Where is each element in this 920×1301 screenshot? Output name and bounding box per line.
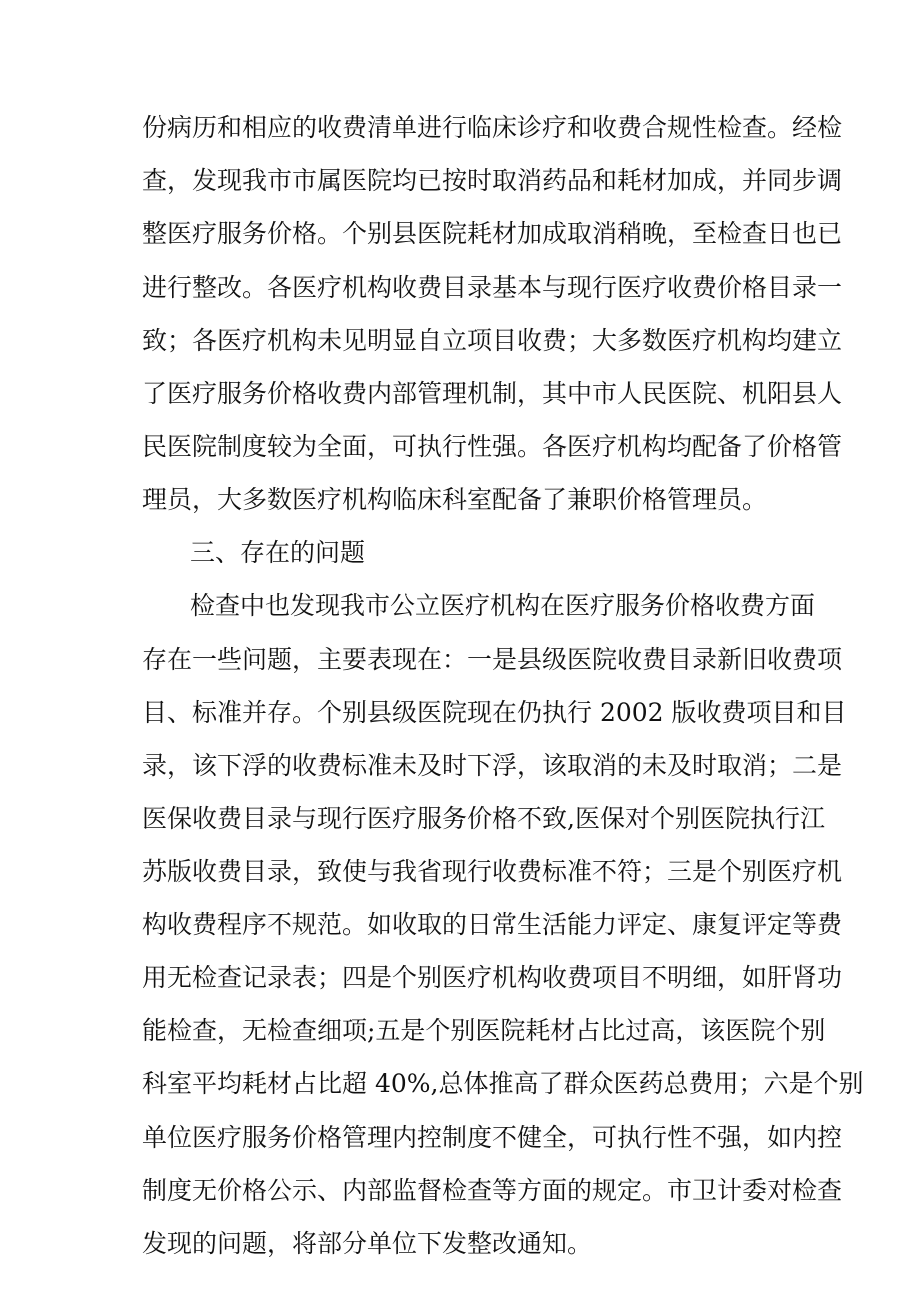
text-line: 医保收费目录与现行医疗服务价格不致,医保对个别医院执行江 (142, 804, 825, 833)
text-line: 录，该下浮的收费标准未及时下浮，该取消的未及时取消；二是 (142, 751, 843, 780)
text-line: 发现的问题，将部分单位下发整改通知。 (142, 1229, 593, 1258)
text-line: 科室平均耗材占比超 40%,总体推高了群众医药总费用；六是个别 (142, 1069, 864, 1098)
text-line: 能检查，无检查细项;五是个别医院耗材占比过高，该医院个别 (142, 1016, 826, 1045)
text-line: 份病历和相应的收费清单进行临床诊疗和收费合规性检查。经检 (142, 113, 843, 142)
text-line: 查，发现我市市属医院均已按时取消药品和耗材加成，并同步调 (142, 166, 843, 195)
text-line: 检查中也发现我市公立医疗机构在医疗服务价格收费方面 (190, 591, 816, 620)
text-line: 制度无价格公示、内部监督检查等方面的规定。市卫计委对检查 (142, 1176, 843, 1205)
text-line: 致；各医疗机构未见明显自立项目收费；大多数医疗机构均建立 (142, 326, 843, 355)
text-line: 整医疗服务价格。个别县医院耗材加成取消稍晚，至检查日也已 (142, 219, 843, 248)
text-line: 了医疗服务价格收费内部管理机制，其中市人民医院、机阳县人 (142, 379, 843, 408)
text-line: 进行整改。各医疗机构收费目录基本与现行医疗收费价格目录一 (142, 273, 843, 302)
text-line: 用无检查记录表；四是个别医疗机构收费项目不明细，如肝肾功 (142, 963, 843, 992)
text-line: 构收费程序不规范。如收取的日常生活能力评定、康复评定等费 (142, 910, 843, 939)
text-line: 民医院制度较为全面，可执行性强。各医疗机构均配备了价格管 (142, 432, 843, 461)
text-line: 理员，大多数医疗机构临床科室配备了兼职价格管理员。 (142, 485, 768, 514)
text-line: 存在一些问题，主要表现在：一是县级医院收费目录新旧收费项 (142, 645, 843, 674)
section-heading: 三、存在的问题 (190, 538, 366, 567)
text-line: 苏版收费目录，致使与我省现行收费标准不符；三是个别医疗机 (142, 857, 843, 886)
text-line: 目、标准并存。个别县级医院现在仍执行 2002 版收费项目和目 (142, 698, 847, 727)
text-line: 单位医疗服务价格管理内控制度不健全，可执行性不强，如内控 (142, 1123, 843, 1152)
